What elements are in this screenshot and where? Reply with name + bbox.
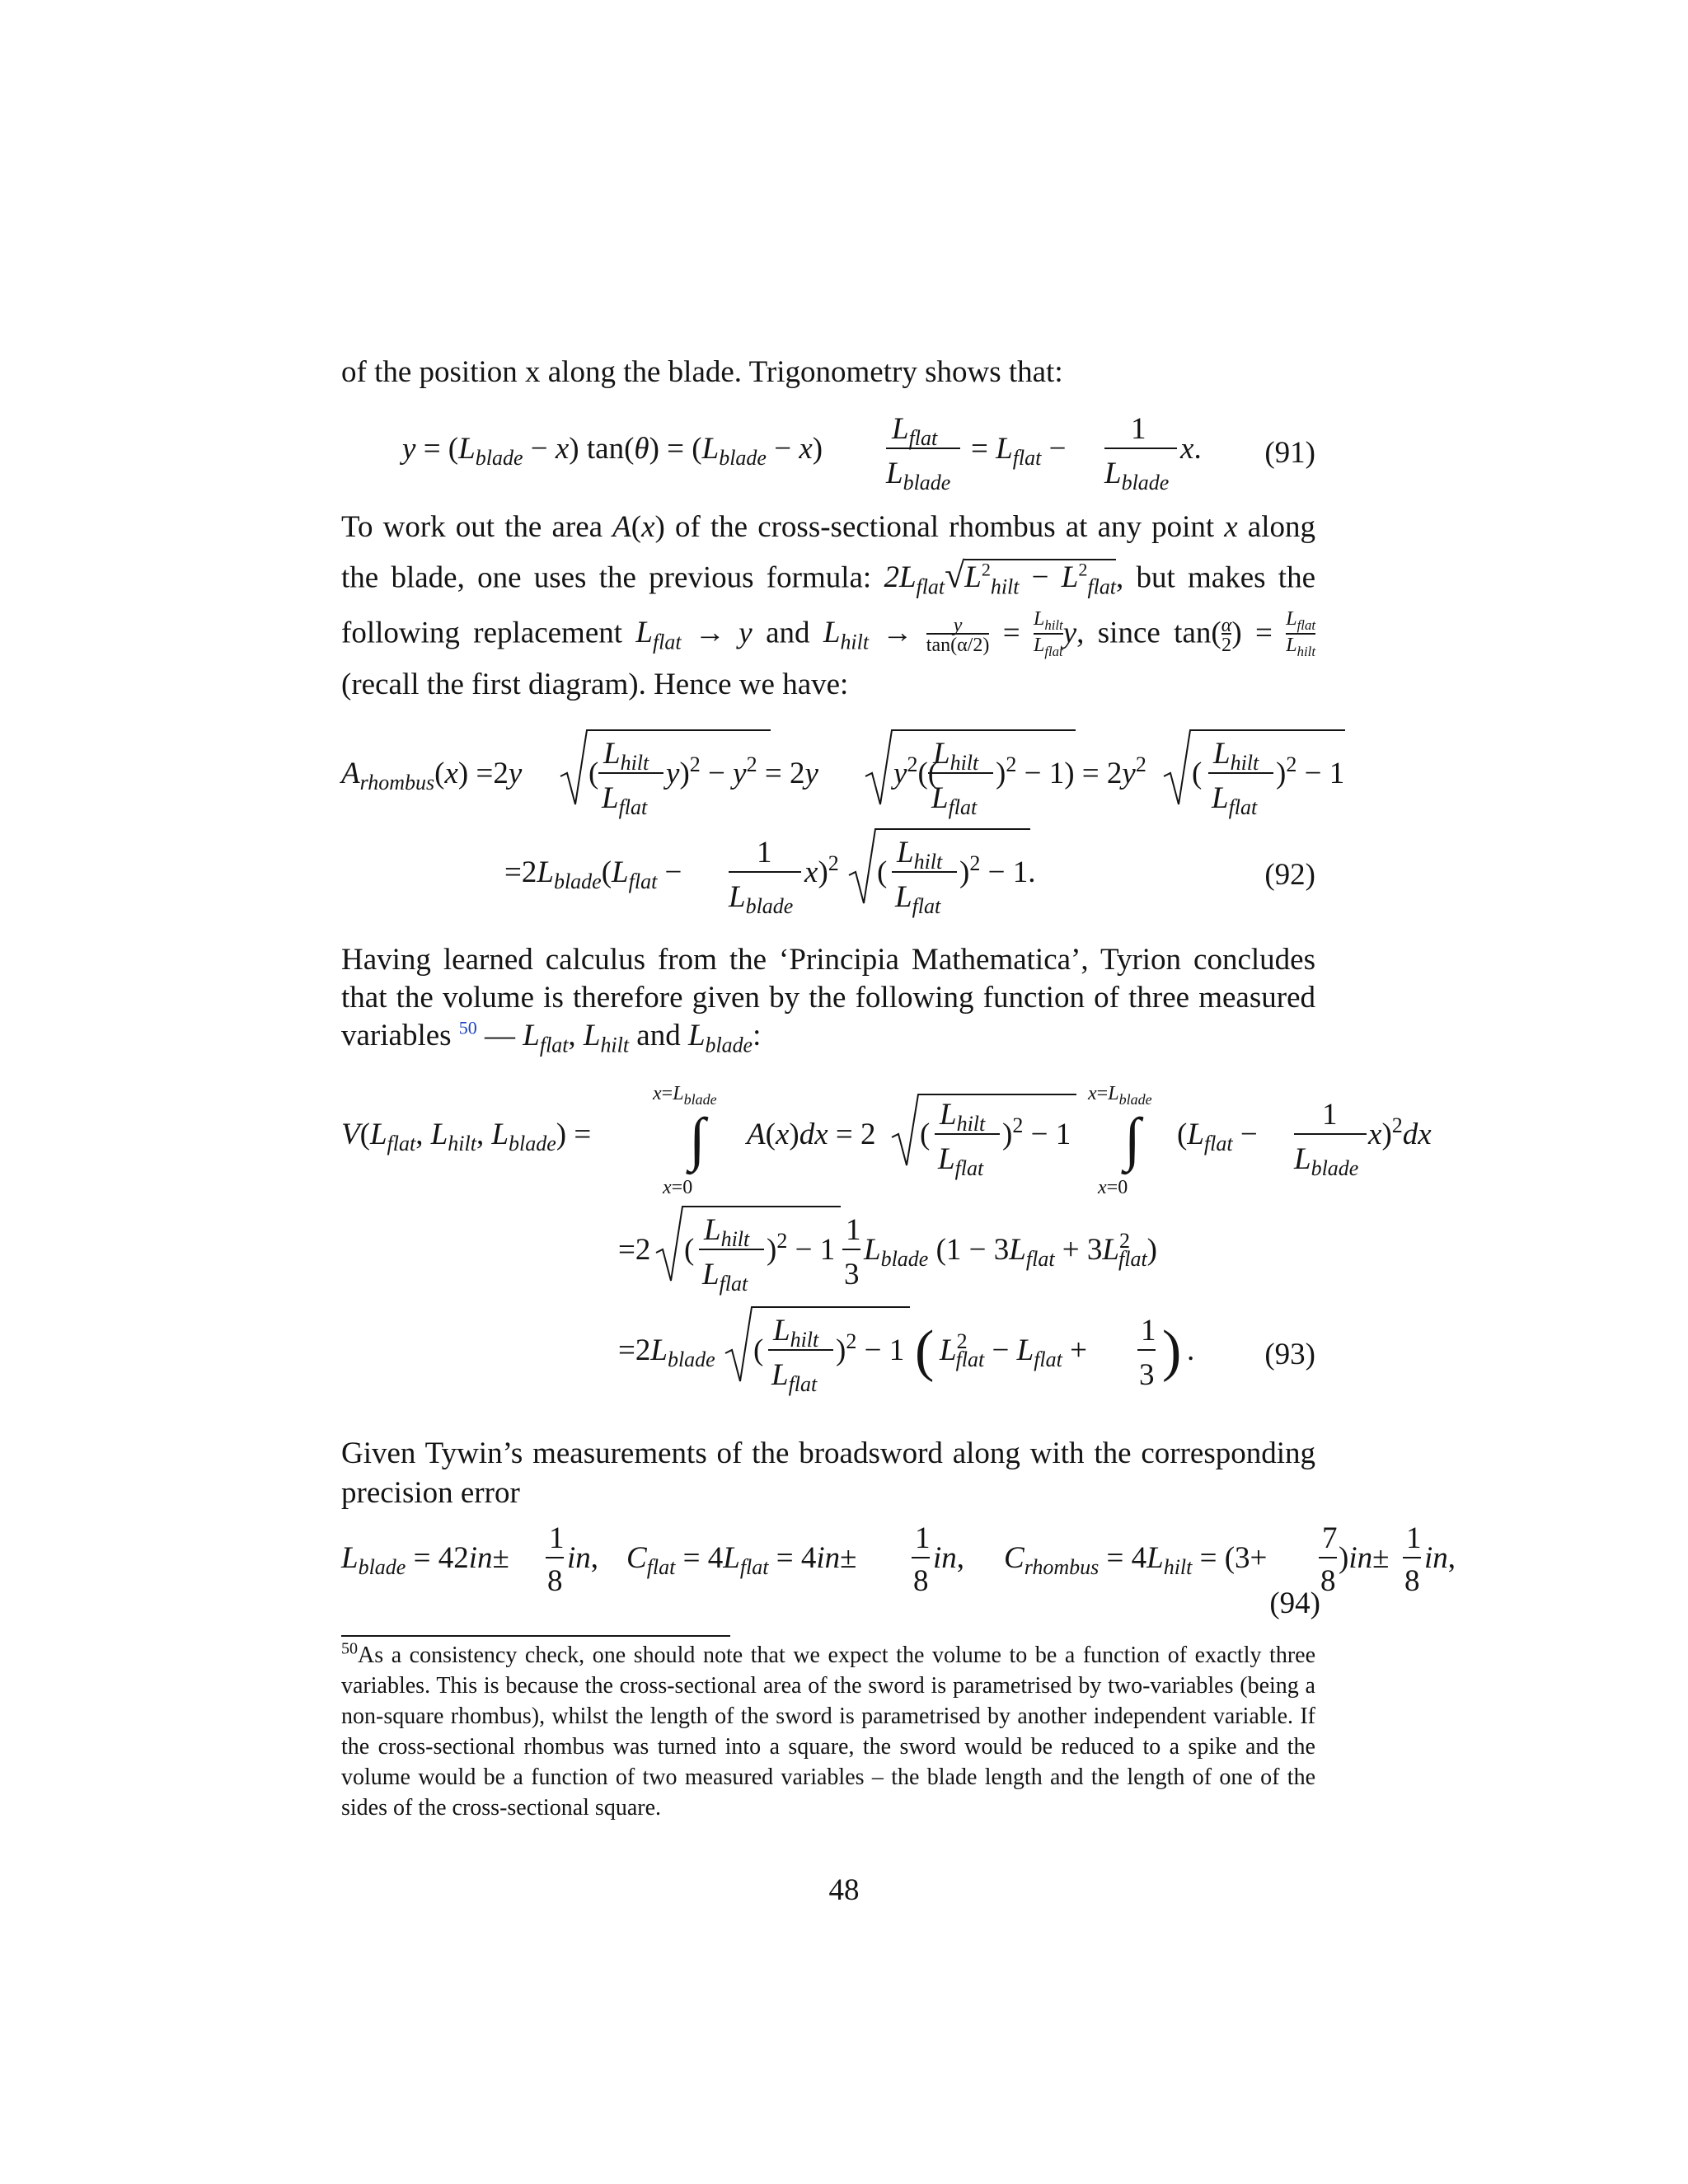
svg-text:1: 1	[846, 1213, 861, 1247]
paragraph-calculus-text-1: Having learned calculus from the ‘Principia Mathematica’, Tyrion concludes that the volume is therefore given by the following function of three measured variables	[341, 943, 1315, 1052]
svg-text:Lflat: $L_{flat}$	[938, 1142, 984, 1180]
svg-text:3: 3	[1139, 1358, 1155, 1392]
svg-text:Lhilt: $L_{hilt}$	[897, 836, 943, 874]
footnote-mark: 50	[341, 1639, 358, 1658]
svg-text:)2 − 1) = 2y2: )$^2 - 1) = 2y^2$	[996, 752, 1146, 790]
footnote-50	[341, 1640, 1315, 1823]
svg-text:x=0: x=0	[663, 1177, 693, 1198]
svg-text:Lhilt: $L_{hilt}$	[1213, 737, 1259, 775]
svg-text:)2 − 1: )$^2$ − 1	[836, 1329, 905, 1367]
svg-text:3: 3	[844, 1258, 860, 1291]
svg-text:Lhilt: $L_{hilt}$	[940, 1098, 986, 1136]
svg-text:1: 1	[757, 836, 772, 869]
svg-text:Cflat = 4Lflat = 4in±: $C_{flat} = 4L_{flat} = 4in\pm$	[626, 1541, 857, 1579]
svg-text:Lflat: $L_{flat}$	[602, 781, 648, 819]
equation-92-svg	[0, 725, 1688, 940]
svg-text:x=Lblade: $x=L_{blade}$	[1088, 1083, 1152, 1108]
svg-text:(: (	[915, 1319, 935, 1383]
svg-text:8: 8	[1404, 1564, 1420, 1598]
svg-text:1: 1	[549, 1521, 565, 1555]
svg-text:7: 7	[1322, 1521, 1338, 1555]
svg-text:1: 1	[915, 1521, 931, 1555]
svg-text:Lflat: $L_{flat}$	[931, 781, 978, 819]
svg-text:=2Lblade(Lflat −: $=2L_{blade}(L_{flat}$ −	[504, 855, 682, 893]
paragraph-calculus-text-4: :	[753, 1019, 762, 1052]
svg-text:): )	[1162, 1319, 1182, 1383]
paragraph-calculus: Having learned calculus from the ‘Principia Mathematica’, Tyrion concludes that the volume is therefore given by the following function of three measured variables $^{50}$ — $L_{flat}$, $L_{hilt}$ and $L_{blade}$:	[341, 943, 1315, 1057]
svg-text:Lhilt: $L_{hilt}$	[704, 1213, 750, 1251]
svg-text:in,: in,	[933, 1541, 965, 1575]
svg-text:8: 8	[547, 1564, 563, 1598]
paragraph-area-text-7: (recall the first diagram). Hence we have:	[341, 668, 849, 702]
paragraph-area-text-4: , but makes the following replacement	[341, 560, 1315, 649]
svg-text:Lflat: $L_{flat}$	[892, 412, 938, 450]
svg-text:1: 1	[1141, 1314, 1156, 1347]
svg-text:L2flat − Lflat +: $L^2$ flat − $L_{flat}$ +	[940, 1329, 1087, 1371]
footnote-text: As a consistency check, one should note that we expect the volume to be a function of exactly three variables. This is because the cross-sectional area of the sword is parametrised by two-variables (being a non-square rhombus), whilst the length of the sword is parametrised by another independent variable. If the cross-sectional rhombus was turned into a square, the sword would be reduced to a spike and the volume would be a function of two measured variables – the blade length and the length of one of the sides of the cross-sectional square.	[341, 1643, 1315, 1821]
svg-text:1: 1	[1131, 412, 1146, 446]
svg-text:y2((: $y^2$((	[893, 752, 939, 790]
svg-text:x.: x.	[1180, 432, 1202, 466]
svg-text:(: (	[1192, 757, 1203, 790]
equation-93-svg	[0, 1080, 1688, 1418]
svg-text:y = (Lblade − x) tan(θ) = (Lbl: $y = (L_{blade} - x) \tan(\theta) = (L_{blade} - x)$	[402, 432, 823, 470]
equation-91	[0, 404, 1688, 503]
paragraph-calculus-text-2: —	[476, 1019, 523, 1052]
paragraph-measurements	[341, 1434, 1315, 1513]
equation-91-number: (91)	[1264, 436, 1315, 470]
equation-93	[0, 1080, 1688, 1418]
svg-text:Crhombus = 4Lhilt = (3+: $C_{rhombus} = 4L_{hilt} = (3+$	[1004, 1541, 1268, 1579]
svg-text:V(Lflat, Lhilt, Lblade) =: $V(L_{flat}$, $L_{hilt}$, $L_{blade}$) =	[341, 1118, 592, 1155]
svg-text:)2 − 1: )$^2$ − 1	[1002, 1113, 1071, 1151]
svg-text:= Lflat −: = $L_{flat}$ −	[971, 432, 1067, 470]
svg-text:y)2 − y2 = 2y: $y)^2 - y^2 = 2y$	[666, 752, 818, 790]
svg-text:Lblade: $L_{blade}$	[1104, 457, 1170, 494]
svg-text:(: (	[753, 1333, 764, 1367]
svg-text:Lblade = 42in±: $L_{blade} = 42in\pm$	[341, 1541, 509, 1579]
svg-text:Lhilt: $L_{hilt}$	[773, 1314, 819, 1352]
footnote-rule	[341, 1635, 730, 1637]
svg-text:Lhilt: $L_{hilt}$	[603, 737, 649, 775]
paragraph-intro	[341, 351, 1315, 394]
svg-text:)in±: )in±	[1339, 1541, 1390, 1575]
svg-text:Lflat: $L_{flat}$	[702, 1258, 748, 1296]
svg-text:=2: =2	[618, 1233, 651, 1267]
svg-text:(: (	[588, 757, 599, 790]
equation-94	[0, 1516, 1688, 1624]
svg-text:in,: in,	[567, 1541, 599, 1575]
svg-text:Lflat: $L_{flat}$	[895, 880, 941, 918]
svg-text:Lflat: $L_{flat}$	[1212, 781, 1258, 819]
svg-text:=2Lblade: $=2L_{blade}$	[618, 1333, 715, 1371]
paragraph-area-text-6: , since	[1076, 616, 1175, 649]
equation-94-svg	[0, 1516, 1688, 1624]
svg-text:∫: ∫	[1124, 1106, 1141, 1172]
paragraph-area-text-5: and	[752, 616, 823, 649]
paragraph-measurements-text: Given Tywin’s measurements of the broadsword along with the corresponding precision error	[341, 1436, 1315, 1510]
footnote-ref-50[interactable]: 50	[458, 1017, 477, 1038]
paragraph-intro-text: of the position x along the blade. Trigonometry shows that:	[341, 355, 1063, 389]
svg-text:8: 8	[1320, 1564, 1336, 1598]
svg-text:.: .	[1187, 1333, 1195, 1367]
svg-text:Lhilt: $L_{hilt}$	[933, 737, 979, 775]
paragraph-area-text-1: To work out the area	[341, 510, 613, 544]
svg-text:A(x)dx = 2: A(x)dx = 2	[747, 1118, 876, 1151]
equation-92-number: (92)	[1264, 858, 1315, 892]
svg-text:Lblade (1 − 3Lflat + 3L2flat): $L_{blade}$ ($1 - 3L_{flat} + 3L^2$ flat)	[864, 1229, 1157, 1271]
svg-text:Lblade: $L_{blade}$	[1294, 1142, 1359, 1180]
svg-text:)2 − 1: )$^2$ − 1	[1276, 752, 1345, 790]
paragraph-area-text-2: of the cross-sectional rhombus at any point	[664, 510, 1225, 544]
svg-text:(: (	[920, 1118, 931, 1151]
svg-text:)2 − 1.: )$^2$ − 1.	[959, 851, 1036, 889]
svg-text:1: 1	[1322, 1098, 1338, 1132]
paragraph-area: To work out the area A(x) of the cross-sectional rhombus at any point x along the blade, one uses the previous formula: $2L_{flat}√L^2_{hilt} - L^2_{flat}$, but makes the following replacement $L_{flat} \to y$ and $L_{hilt} \to \frac{y}{\tan(\alpha/2)} = L_{hilt}$ $L_{flat}y$, since $\tan(\frac{\alpha}{2}) = L_{flat}$ $L_{hilt}$ (recall the first diagram). Hence we have:	[341, 510, 1316, 702]
svg-text:x)2: x)$^2$	[804, 851, 839, 889]
svg-text:8: 8	[913, 1564, 929, 1598]
svg-text:Lflat: $L_{flat}$	[771, 1358, 818, 1396]
equation-93-number: (93)	[1264, 1338, 1315, 1371]
equation-92	[0, 725, 1688, 940]
svg-text:Lblade: $L_{blade}$	[886, 457, 951, 494]
svg-text:(: (	[877, 855, 888, 889]
equation-91-svg	[0, 404, 1688, 503]
svg-text:(Lflat −: ($L_{flat}$ −	[1177, 1118, 1258, 1155]
equation-94-number: (94)	[1269, 1586, 1320, 1620]
svg-text:x)2dx: x)$^2$dx	[1368, 1113, 1432, 1151]
svg-text:(: (	[684, 1233, 695, 1267]
page-number: 48	[828, 1873, 860, 1907]
svg-text:x=0: x=0	[1098, 1177, 1128, 1198]
svg-text:Lblade: $L_{blade}$	[729, 880, 794, 918]
svg-text:)2 − 1: )$^2$ − 1	[767, 1229, 836, 1267]
svg-text:in,: in,	[1424, 1541, 1456, 1575]
svg-text:x=Lblade: $x=L_{blade}$	[653, 1083, 717, 1108]
svg-text:1: 1	[1406, 1521, 1422, 1555]
paragraph-area-text-3: along the blade, one uses the previous formula:	[341, 510, 1316, 595]
svg-text:∫: ∫	[689, 1106, 706, 1172]
paragraph-calculus-text-3: and	[629, 1019, 688, 1052]
svg-text:Arhombus(x) =2y: $A_{rhombus}(x) =2y$	[341, 757, 523, 794]
